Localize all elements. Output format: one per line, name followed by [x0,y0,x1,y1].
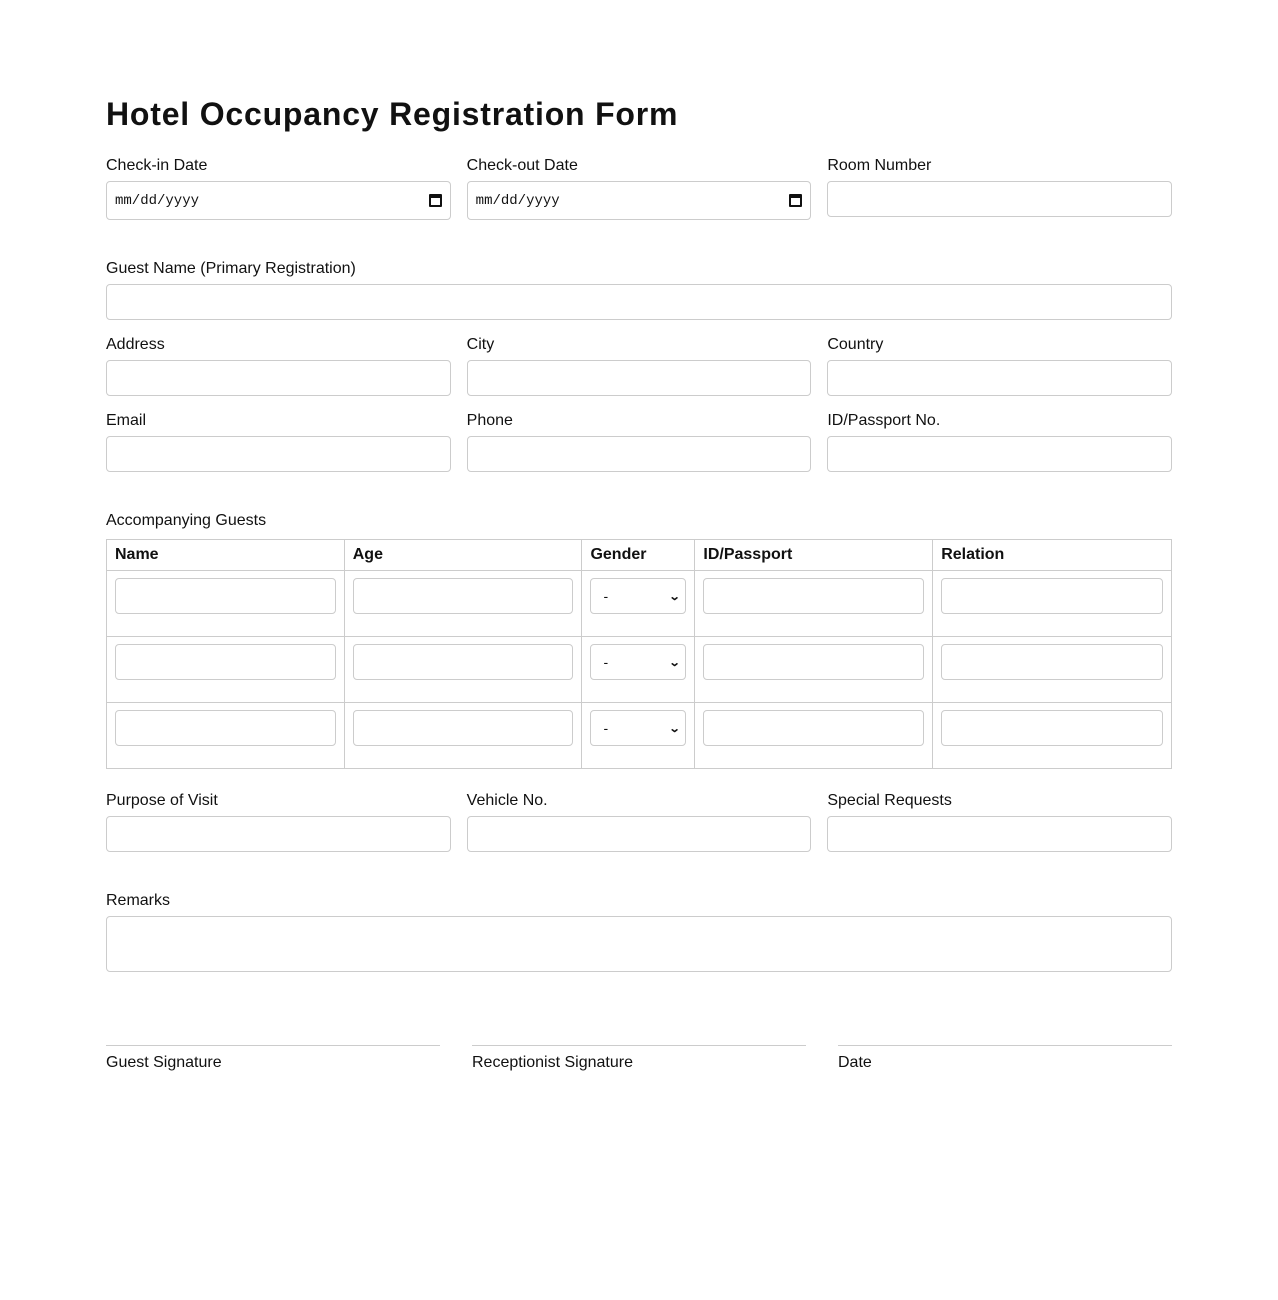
calendar-icon[interactable] [429,194,442,207]
country-input[interactable] [827,360,1172,396]
gender-select[interactable] [590,644,686,680]
room-number-input[interactable] [827,181,1172,217]
guest-relation-cell-input[interactable] [941,644,1163,680]
column-header-gender: Gender [582,540,695,571]
email-label: Email [106,412,147,429]
vehicle-input[interactable] [467,816,812,852]
city-input[interactable] [467,360,812,396]
guest-name-cell-input[interactable] [115,578,336,614]
guest-age-cell-input[interactable] [353,644,574,680]
chevron-down-icon: ⌄ [668,722,681,735]
vehicle-label: Vehicle No. [466,792,548,809]
table-row [107,571,1172,637]
column-header-id-passport: ID/Passport [695,540,933,571]
remarks-label: Remarks [106,892,171,909]
gender-value: - [603,588,609,604]
table-row [107,703,1172,769]
guest-name-input[interactable] [106,284,1172,320]
special-requests-input[interactable] [827,816,1172,852]
country-label: Country [827,336,884,353]
gender-value: - [603,654,609,670]
guest-age-cell-input[interactable] [353,578,574,614]
purpose-label: Purpose of Visit [106,792,218,809]
column-header-name: Name [107,540,345,571]
guest-name-cell-input[interactable] [115,710,336,746]
address-input[interactable] [106,360,451,396]
column-header-age: Age [344,540,582,571]
checkout-date-input[interactable] [467,181,812,220]
checkout-label: Check-out Date [466,157,578,174]
special-requests-label: Special Requests [827,792,952,809]
guest-age-cell-input[interactable] [353,710,574,746]
phone-label: Phone [466,412,513,429]
chevron-down-icon: ⌄ [668,590,681,603]
email-input[interactable] [106,436,451,472]
city-label: City [466,336,495,353]
page-title: Hotel Occupancy Registration Form [106,96,679,132]
date-signature-line: Date [838,1045,1172,1072]
guest-id-cell-input[interactable] [703,644,924,680]
table-row [107,637,1172,703]
receptionist-signature-line: Receptionist Signature [472,1045,806,1072]
address-label: Address [106,336,165,353]
guest-name-label: Guest Name (Primary Registration) [106,260,356,277]
guest-id-cell-input[interactable] [703,578,924,614]
gender-select[interactable] [590,710,686,746]
guest-signature-line: Guest Signature [106,1045,440,1072]
calendar-icon[interactable] [789,194,802,207]
guest-id-cell-input[interactable] [703,710,924,746]
accompanying-guests-title: Accompanying Guests [106,512,267,529]
phone-input[interactable] [467,436,812,472]
chevron-down-icon: ⌄ [668,656,681,669]
guest-relation-cell-input[interactable] [941,710,1163,746]
signature-section [106,1045,1172,1072]
purpose-input[interactable] [106,816,451,852]
column-header-relation: Relation [933,540,1172,571]
gender-value: - [603,720,609,736]
guest-name-cell-input[interactable] [115,644,336,680]
accompanying-guests-table [106,539,1172,769]
checkin-date-input[interactable] [106,181,451,220]
id-passport-label: ID/Passport No. [827,412,941,429]
room-label: Room Number [827,157,932,174]
remarks-textarea[interactable] [106,916,1172,972]
checkin-placeholder: mm/dd/yyyy [115,192,200,209]
checkin-label: Check-in Date [106,157,208,174]
gender-select[interactable] [590,578,686,614]
id-passport-input[interactable] [827,436,1172,472]
guest-relation-cell-input[interactable] [941,578,1163,614]
checkout-placeholder: mm/dd/yyyy [475,192,560,209]
